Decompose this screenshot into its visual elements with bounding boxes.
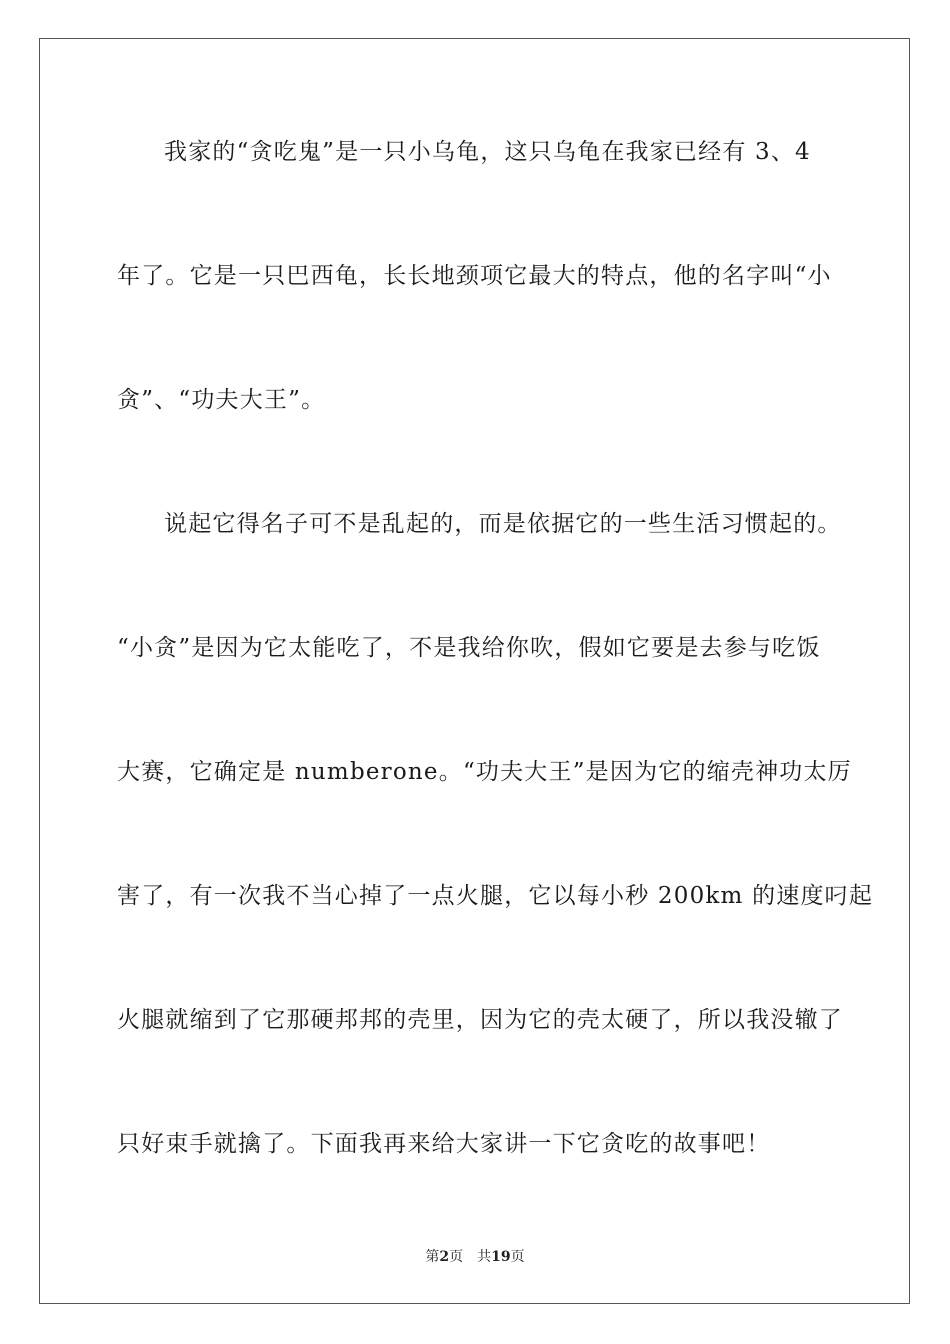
- total-pages: 19: [491, 1249, 511, 1265]
- page-border: [39, 38, 910, 1304]
- paragraph-line: 害了，有一次我不当心掉了一点火腿，它以每小秒 200km 的速度叼起: [117, 883, 874, 909]
- paragraph-line: 火腿就缩到了它那硬邦邦的壳里，因为它的壳太硬了，所以我没辙了: [117, 1007, 843, 1033]
- paragraph-line: 我家的“贪吃鬼”是一只小乌龟，这只乌龟在我家已经有 3、4: [164, 139, 811, 165]
- paragraph-line: 只好束手就擒了。下面我再来给大家讲一下它贪吃的故事吧！: [117, 1131, 771, 1157]
- page-prefix: 第: [425, 1249, 440, 1265]
- paragraph-line: 说起它得名子可不是乱起的，而是依据它的一些生活习惯起的。: [164, 511, 842, 537]
- paragraph-line: 贪”、“功夫大王”。: [117, 387, 326, 413]
- total-suffix: 页: [510, 1249, 525, 1265]
- total-prefix: 共: [477, 1249, 492, 1265]
- paragraph-line: 大赛，它确定是 numberone。“功夫大王”是因为它的缩壳神功太厉: [117, 759, 852, 785]
- page-suffix: 页: [449, 1249, 464, 1265]
- page-number: 2: [439, 1249, 450, 1265]
- paragraph-line: 年了。它是一只巴西龟，长长地颈项它最大的特点，他的名字叫“小: [117, 263, 832, 289]
- paragraph-line: “小贪”是因为它太能吃了，不是我给你吹，假如它要是去参与吃饭: [117, 635, 821, 661]
- page-footer: [0, 1248, 950, 1266]
